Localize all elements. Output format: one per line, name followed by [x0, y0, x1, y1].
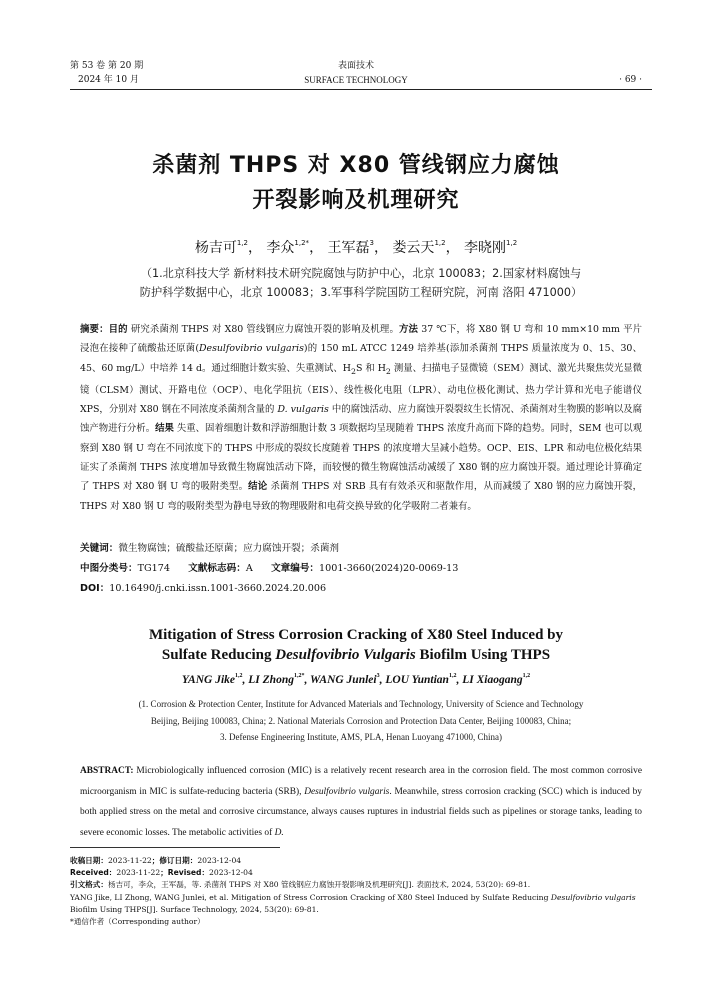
- article-no-label: 文章编号：: [271, 563, 320, 574]
- author-cn: 娄云天: [392, 240, 435, 256]
- species-name: Desulfovibrio vulgaris: [304, 786, 390, 797]
- title-en-species: Desulfovibrio Vulgaris: [275, 647, 416, 663]
- affiliation-en-line: 3. Defense Engineering Institute, AMS, PLA, Henan Luoyang 471000, China): [220, 732, 502, 742]
- title-cn-line1: 杀菌剂 THPS 对 X80 管线钢应力腐蚀: [152, 153, 560, 178]
- footnote-citation-cn: [70, 879, 642, 891]
- doi: [80, 581, 326, 597]
- affiliation-cn-line: （1.北京科技大学 新材料技术研究院腐蚀与防护中心，北京 100083；2.国家材料腐蚀与: [140, 267, 582, 280]
- methods-label: 方法: [399, 324, 419, 335]
- footnote-value: 2023-11-22: [116, 868, 161, 878]
- journal-name-cn: 表面技术: [337, 61, 374, 71]
- journal-name-en: SURFACE TECHNOLOGY: [304, 75, 408, 85]
- footnote-label: 收稿日期：: [70, 856, 108, 865]
- author-sup: 1,2*: [293, 673, 305, 679]
- author-cn: 王军磊: [327, 240, 370, 256]
- abstract-en-text: . Meanwhile, stress corrosion cracking (SCC) which is induced by both applied stress on the metal and corrosive circumstance, always causes ruptures in industrial fields such as pipelines or storage tanks, leading to severe economic losses. The metabolic activities of: [80, 786, 642, 838]
- species-name: Desulfovibrio vulgaris: [550, 892, 636, 902]
- doi-label: DOI：: [80, 583, 110, 594]
- footnote-received-en: [70, 867, 642, 879]
- subscript: 2: [350, 366, 356, 376]
- keywords-text: 微生物腐蚀；硫酸盐还原菌；应力腐蚀开裂；杀菌剂: [118, 543, 340, 554]
- doi-value[interactable]: 10.16490/j.cnki.issn.1001-3660.2024.20.006: [109, 583, 327, 594]
- clc-value: TG174: [137, 563, 170, 574]
- footnotes: [70, 855, 642, 928]
- author-sup: 3: [369, 239, 374, 247]
- author-sup: 1,2: [448, 673, 457, 679]
- affiliation-en-line: Beijing, Beijing 100083, China; 2. National Materials Corrosion and Protection Data Center, Beijing 100083, China;: [150, 715, 572, 726]
- results-label: 结果: [155, 423, 174, 435]
- methods-text: )的 150 mL ATCC 1249 培养基(添加杀菌剂 THPS 质量浓度为 0、15、30、45、60 mg/L）中培养 14 d。通过细胞计数实验、失重测试、H: [80, 343, 642, 374]
- author-sup: 1,2: [236, 239, 248, 247]
- title-cn-line2: 开裂影响及机理研究: [252, 188, 460, 213]
- title-en-line1: Mitigation of Stress Corrosion Cracking of X80 Steel Induced by: [148, 627, 564, 643]
- footnote-value: 2023-12-04: [209, 868, 253, 878]
- conclusion-text: 杀菌剂 THPS 对 SRB 具有有效杀灭和驱散作用，从而减缓了 X80 钢的应力腐蚀开裂，THPS 对 X80 钢 U 弯的吸附类型为静电导致的物理吸附和电荷交换导致的化学吸附二者兼有。: [80, 481, 642, 512]
- affiliations-en: [80, 696, 642, 746]
- aim-label: 目的: [108, 324, 128, 335]
- author-en: LI Zhong: [248, 674, 294, 686]
- footnote-corresponding: *通信作者（Corresponding author）: [70, 917, 205, 927]
- footnote-label: 引文格式：: [70, 880, 108, 890]
- author-cn: 李晓刚: [464, 240, 507, 256]
- author-sup: 1,2: [506, 239, 518, 247]
- author-sup: 1,2*: [294, 239, 310, 247]
- clc-label: 中图分类号：: [80, 563, 138, 574]
- authors-cn: 杨吉可$^{1,2}$， 李众$^{1,2*}$， 王军磊$^3$， 娄云天$^{1,2}$， 李晓刚$^{1,2}$: [194, 239, 518, 256]
- page-number: · 69 ·: [619, 75, 642, 85]
- footnote-value: 2023-12-04: [197, 856, 242, 865]
- volume-issue: 第 53 卷 第 20 期: [70, 61, 144, 71]
- abstract-en-text: Microbiologically influenced corrosion (MIC) is a relatively recent research area in the corrosion field. The most common corrosive microorganism in MIC is sulfate-reducing bacteria (SRB),: [80, 766, 642, 797]
- title-en-line2: [0, 645, 712, 665]
- methods-text: S 和 H: [355, 362, 386, 374]
- author-en: LI Xiaogang: [462, 674, 523, 686]
- species-name: D. vulgaris: [277, 404, 329, 416]
- keywords-cn: [80, 541, 339, 557]
- species-name: D.: [274, 827, 284, 838]
- footnote-value: 2023-11-22: [107, 856, 152, 865]
- doc-code-label: 文献标志码：: [188, 563, 246, 574]
- author-en: LOU Yuntian: [385, 674, 449, 686]
- article-no-value: 1001-3660(2024)20-0069-13: [319, 563, 459, 574]
- author-sup: 3: [376, 673, 380, 679]
- doc-code-value: A: [245, 563, 253, 574]
- abstract-label: 摘要：: [80, 324, 109, 335]
- footnote-received-cn: [70, 855, 642, 867]
- abstract-en: [80, 761, 642, 843]
- author-sup: 1,2: [235, 673, 243, 679]
- author-en: WANG Junlei: [310, 674, 377, 686]
- title-en-text: Sulfate Reducing: [161, 647, 276, 663]
- author-sup: 1,2: [522, 673, 531, 679]
- footnote-label: ；修订日期：: [151, 856, 198, 865]
- abstract-en-label: ABSTRACT:: [80, 766, 134, 776]
- methods-text: 中的腐蚀活动、应力腐蚀开裂裂纹生长情况、杀菌剂对生物膜的影响以及腐蚀产物进行分析。: [80, 404, 643, 435]
- results-text: 失重、固着细胞计数和浮游细胞计数 3 项数据均呈现随着 THPS 浓度升高而下降的趋势。同时，SEM 也可以观察到 X80 钢 U 弯在不同浓度下的 THPS 中形成的裂纹长度随着 THPS 的浓度增大呈减小趋势。OCP、EIS、LPR 和动电位极化结果证实了杀菌剂 THPS 浓度增加导致微生物腐蚀活动下降，而较慢的微生物腐蚀活动减缓了 X80 钢的应力腐蚀开裂。通过理论计算确定了 THPS 对 X80 钢 U 弯的吸附类型。: [80, 423, 642, 493]
- issue-date: 2024 年 10 月: [78, 75, 139, 85]
- author-cn: 李众: [266, 240, 295, 256]
- footnote-value: Biofilm Using THPS[J]. Surface Technology, 2024, 53(20): 69-81.: [70, 904, 319, 914]
- footnote-citation-en: [70, 892, 642, 916]
- footnote-value: 杨吉可，李众，王军磊，等. 杀菌剂 THPS 对 X80 管线钢应力腐蚀开裂影响及机理研究[J]. 表面技术, 2024, 53(20): 69-81.: [107, 880, 531, 890]
- author-en: YANG Jike: [181, 674, 236, 686]
- author-cn: 杨吉可: [194, 240, 237, 256]
- title-en-text: Biofilm Using THPS: [415, 647, 551, 663]
- subscript: 2: [385, 366, 391, 376]
- author-sup: 1,2: [434, 239, 446, 247]
- abstract-cn: [80, 320, 642, 516]
- header-rule: [70, 89, 652, 90]
- keywords-label: 关键词：: [80, 543, 119, 554]
- aim-text: 研究杀菌剂 THPS 对 X80 管线钢应力腐蚀开裂的影响及机理。: [130, 324, 399, 335]
- footnote-rule: [70, 847, 280, 848]
- species-name: Desulfovibrio vulgaris: [199, 343, 304, 355]
- footnote-label: Received：: [70, 868, 117, 878]
- methods-text: 37 ℃下，将 X80 钢 U 弯和 10 mm×10 mm 平片浸泡在接种了硫酸盐还原菌(: [80, 324, 642, 355]
- methods-text: 测量、扫描电子显微镜（SEM）测试、激光共聚焦荧光显微镜（CLSM）测试、开路电位（OCP）、电化学阻抗（EIS）、线性极化电阻（LPR）、动电位极化测试、热力学计算和光电子能谱仪 XPS，分别对 X80 钢在不同浓度杀菌剂含量的: [80, 362, 642, 416]
- classification: [80, 561, 458, 577]
- authors-en: YANG Jike$^{1,2}$, LI Zhong$^{1,2*}$, WANG Junlei$^3$, LOU Yuntian$^{1,2}$, LI Xiaogang$^{1,2}$: [181, 673, 531, 686]
- affiliations-cn: [70, 264, 652, 302]
- affiliation-en-line: (1. Corrosion & Protection Center, Institute for Advanced Materials and Technology, University of Science and Technology: [138, 699, 584, 709]
- footnote-label: ；Revised：: [160, 868, 210, 878]
- footnote-value: YANG Jike, LI Zhong, WANG Junlei, et al. Mitigation of Stress Corrosion Cracking of X80 Steel Induced by Sulfate Reducing: [70, 892, 551, 902]
- conclusion-label: 结论: [248, 481, 268, 493]
- affiliation-cn-line: 防护科学数据中心，北京 100083；3.军事科学院国防工程研究院，河南 洛阳 471000）: [139, 286, 583, 299]
